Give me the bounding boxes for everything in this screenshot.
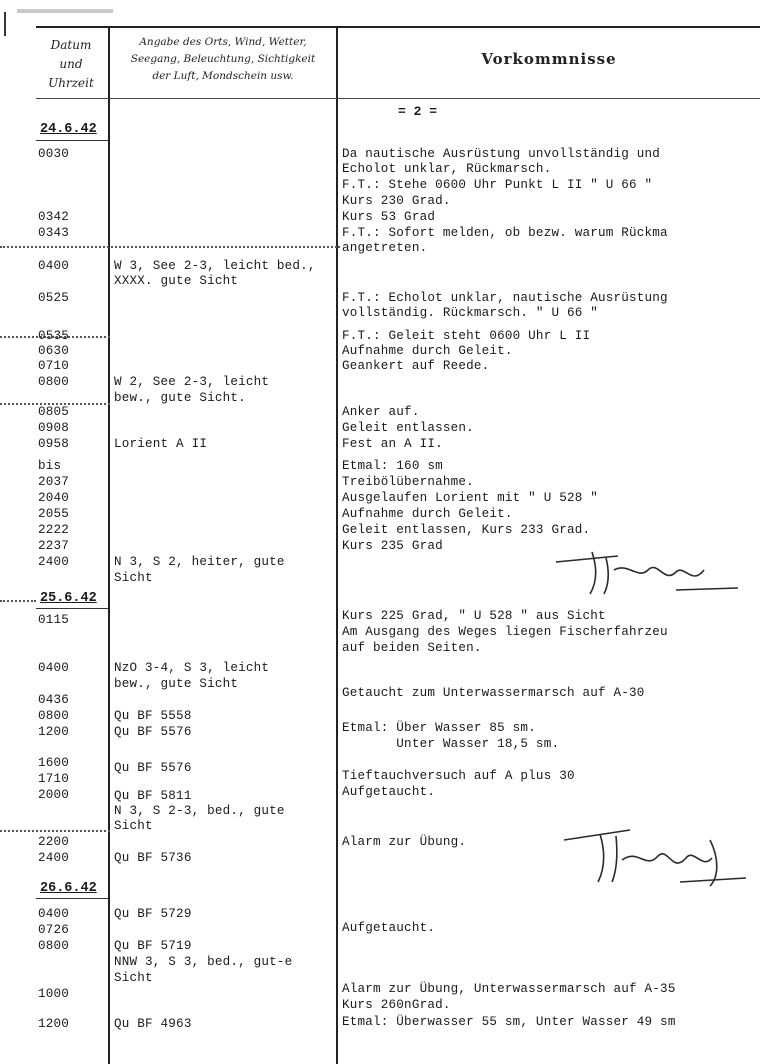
entry-time: 0800 (38, 709, 70, 723)
entry-time: 2037 (38, 475, 70, 489)
entry-event: Fest an A II. (342, 437, 443, 451)
entry-event: Kurs 235 Grad (342, 539, 443, 553)
entry-place: Qu BF 4963 (114, 1017, 192, 1031)
entry-time: 0436 (38, 693, 70, 707)
entry-time: 1600 (38, 756, 70, 770)
entry-time: 0535 (38, 329, 70, 343)
entry-time: 0908 (38, 421, 70, 435)
entry-place: W 2, See 2-3, leicht (114, 375, 270, 389)
entry-event: F.T.: Geleit steht 0600 Uhr L II (342, 329, 591, 343)
entry-event: Echolot unklar, Rückmarsch. (342, 162, 552, 176)
header-rule (36, 98, 760, 99)
date-rule (36, 898, 108, 899)
entry-time: 0800 (38, 375, 70, 389)
entry-time: 2040 (38, 491, 70, 505)
entry-event: Am Ausgang des Weges liegen Fischerfahrzeu (342, 625, 668, 639)
top-rule (36, 26, 760, 28)
entry-time: 0525 (38, 291, 70, 305)
handwritten-signature (548, 540, 748, 600)
date-label: 25.6.42 (40, 591, 97, 606)
entry-time: 2400 (38, 555, 70, 569)
header-time-label: Uhrzeit (48, 76, 94, 90)
dotted-separator (0, 830, 110, 832)
page-number: = 2 = (398, 104, 438, 119)
entry-time: 0400 (38, 661, 70, 675)
entry-place: bew., gute Sicht (114, 677, 239, 691)
entry-event: Treibölübernahme. (342, 475, 474, 489)
entry-time: 2000 (38, 788, 70, 802)
entry-event: Unter Wasser 18,5 sm. (342, 737, 560, 751)
entry-event: auf beiden Seiten. (342, 641, 482, 655)
header-location-line-2: Seegang, Beleuchtung, Sichtigkeit (130, 53, 316, 65)
entry-event: Aufnahme durch Geleit. (342, 507, 513, 521)
header-location-line-1: Angabe des Orts, Wind, Wetter, (139, 36, 307, 48)
entry-place: W 3, See 2-3, leicht bed., (114, 259, 316, 273)
entry-event: Aufgetaucht. (342, 921, 436, 935)
entry-event: Ausgelaufen Lorient mit " U 528 " (342, 491, 598, 505)
entry-time: 0400 (38, 907, 70, 921)
entry-time: 2055 (38, 507, 70, 521)
entry-time: 1710 (38, 772, 70, 786)
entry-time: 1200 (38, 725, 70, 739)
header-events: Vorkommnisse (481, 50, 617, 68)
handwritten-signature (560, 820, 750, 890)
entry-event: Getaucht zum Unterwassermarsch auf A-30 (342, 686, 645, 700)
entry-event: Alarm zur Übung, Unterwassermarsch auf A-35 (342, 982, 676, 996)
entry-time: 0342 (38, 210, 70, 224)
entry-time: 0030 (38, 147, 70, 161)
entry-event: Geleit entlassen, Kurs 233 Grad. (342, 523, 591, 537)
entry-event: F.T.: Stehe 0600 Uhr Punkt L II " U 66 " (342, 178, 653, 192)
header-and-label: und (59, 57, 83, 71)
entry-event: Kurs 225 Grad, " U 528 " aus Sicht (342, 609, 606, 623)
entry-place: NzO 3-4, S 3, leicht (114, 661, 270, 675)
dotted-separator (0, 246, 340, 248)
dotted-separator (0, 600, 36, 602)
entry-event: Aufnahme durch Geleit. (342, 344, 513, 358)
entry-event: Alarm zur Übung. (342, 835, 467, 849)
entry-time: 2237 (38, 539, 70, 553)
entry-event: F.T.: Echolot unklar, nautische Ausrüstung (342, 291, 668, 305)
column-divider-2 (336, 26, 338, 1064)
header-date-label: Datum (50, 38, 92, 52)
entry-place: bew., gute Sicht. (114, 391, 246, 405)
entry-time: 1200 (38, 1017, 70, 1031)
entry-event: Tieftauchversuch auf A plus 30 (342, 769, 575, 783)
entry-time: 2200 (38, 835, 70, 849)
header-date-time (36, 36, 106, 93)
entry-place: N 3, S 2-3, bed., gute (114, 804, 285, 818)
date-label: 24.6.42 (40, 122, 97, 137)
entry-place: Qu BF 5719 (114, 939, 192, 953)
entry-place: Sicht (114, 571, 153, 585)
entry-event: Etmal: 160 sm (342, 459, 443, 473)
entry-place: NNW 3, S 3, bed., gut-e (114, 955, 293, 969)
entry-event: Etmal: Über Wasser 85 sm. (342, 721, 536, 735)
page-edge-mark (4, 12, 6, 36)
column-divider-1 (108, 26, 110, 1064)
entry-event: Geleit entlassen. (342, 421, 474, 435)
entry-event: vollständig. Rückmarsch. " U 66 " (342, 306, 598, 320)
entry-event: F.T.: Sofort melden, ob bezw. warum Rückma (342, 226, 668, 240)
entry-time: 1000 (38, 987, 70, 1001)
entry-place: Lorient A II (114, 437, 208, 451)
entry-place: N 3, S 2, heiter, gute (114, 555, 285, 569)
entry-time: 0343 (38, 226, 70, 240)
entry-place: Qu BF 5576 (114, 761, 192, 775)
entry-time: 0726 (38, 923, 70, 937)
header-location-line-3: der Luft, Mondschein usw. (152, 70, 294, 82)
entry-place: Qu BF 5558 (114, 709, 192, 723)
date-rule (36, 608, 108, 609)
entry-time: 0958 (38, 437, 70, 451)
entry-event: Anker auf. (342, 405, 420, 419)
entry-time: 0630 (38, 344, 70, 358)
entry-time: 0400 (38, 259, 70, 273)
entry-event: Kurs 260nGrad. (342, 998, 451, 1012)
entry-time: bis (38, 459, 62, 473)
entry-time: 0800 (38, 939, 70, 953)
entry-place: Sicht (114, 971, 153, 985)
entry-place: Sicht (114, 819, 153, 833)
entry-time: 0710 (38, 359, 70, 373)
date-label: 26.6.42 (40, 881, 97, 896)
entry-place: Qu BF 5811 (114, 789, 192, 803)
entry-place: XXXX. gute Sicht (114, 274, 239, 288)
date-rule (36, 140, 108, 141)
entry-event: angetreten. (342, 241, 428, 255)
faint-stamp-mark (15, 4, 115, 18)
entry-event: Kurs 230 Grad. (342, 194, 451, 208)
entry-time: 2222 (38, 523, 70, 537)
entry-place: Qu BF 5729 (114, 907, 192, 921)
entry-event: Kurs 53 Grad (342, 210, 436, 224)
entry-event: Da nautische Ausrüstung unvollständig und (342, 147, 661, 161)
entry-time: 0115 (38, 613, 70, 627)
entry-event: Aufgetaucht. (342, 785, 436, 799)
entry-time: 0805 (38, 405, 70, 419)
entry-time: 2400 (38, 851, 70, 865)
header-location-weather (110, 34, 336, 85)
entry-event: Etmal: Überwasser 55 sm, Unter Wasser 49 sm (342, 1015, 676, 1029)
entry-event: Geankert auf Reede. (342, 359, 490, 373)
entry-place: Qu BF 5736 (114, 851, 192, 865)
entry-place: Qu BF 5576 (114, 725, 192, 739)
